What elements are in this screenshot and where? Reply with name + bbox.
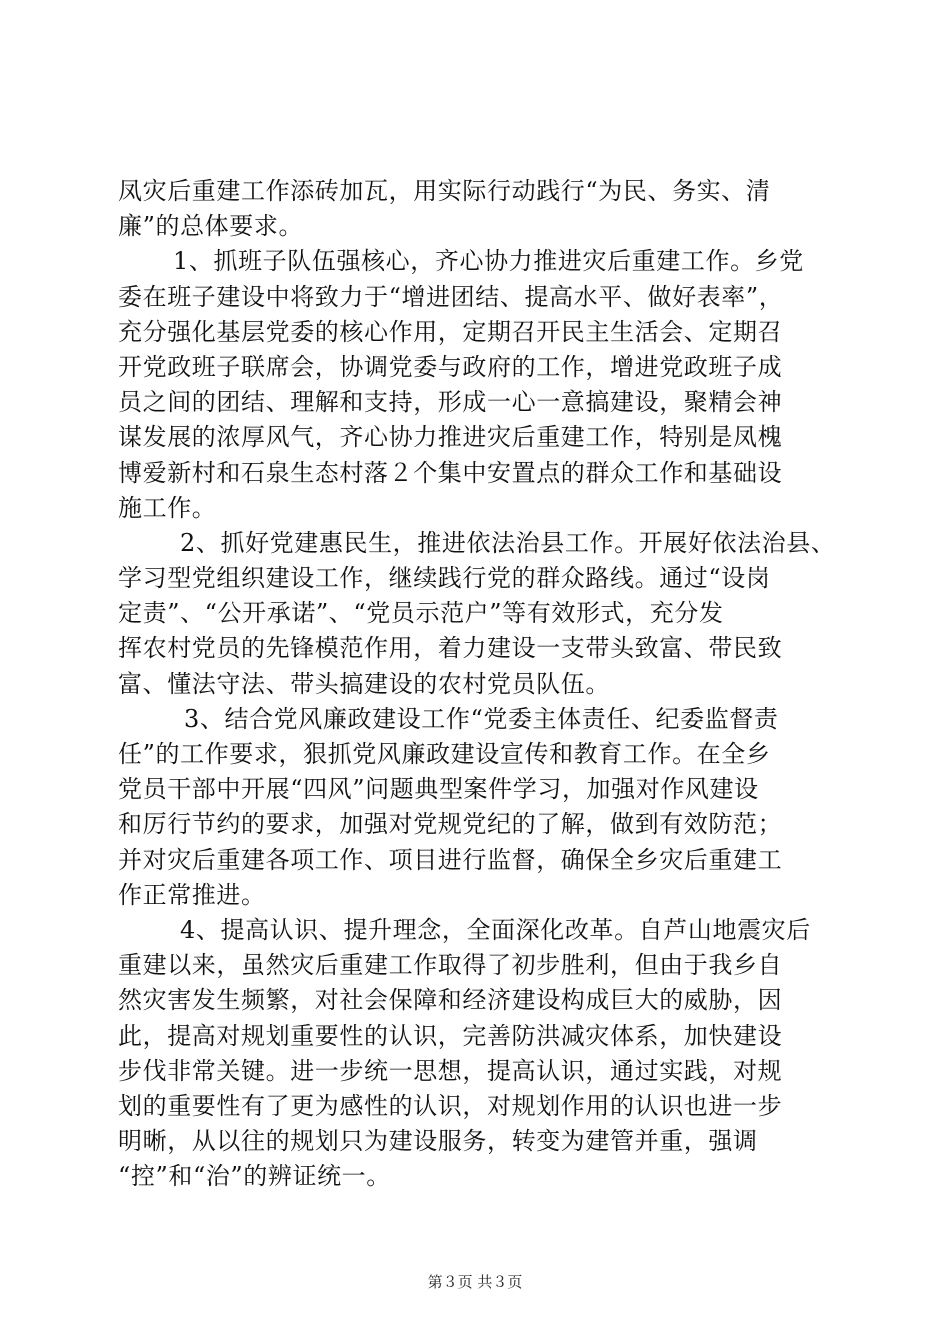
- paragraph-1-start: 1、抓班子队伍强核心，齐心协力推进灾后重建工作。乡党: [173, 247, 804, 276]
- text-line: 重建以来，虽然灾后重建工作取得了初步胜利，但由于我乡自: [118, 951, 783, 980]
- text-line: 定责”、“公开承诺”、“党员示范户”等有效形式，充分发: [118, 599, 724, 628]
- text-line: 步伐非常关键。进一步统一思想，提高认识，通过实践，对规: [118, 1056, 783, 1085]
- paragraph-2-start: 2、抓好党建惠民生，推进依法治县工作。开展好依法治县、: [180, 528, 836, 557]
- text-line: 挥农村党员的先锋模范作用，着力建设一支带头致富、带民致: [118, 634, 783, 663]
- text-line: 委在班子建设中将致力于“增进团结、提高水平、做好表率”，: [118, 282, 784, 311]
- text-line: 此，提高对规划重要性的认识，完善防洪减灾体系，加快建设: [118, 1021, 783, 1050]
- text-line: 学习型党组织建设工作，继续践行党的群众路线。通过“设岗: [118, 564, 771, 593]
- text-line: 划的重要性有了更为感性的认识，对规划作用的认识也进一步: [118, 1091, 783, 1120]
- paragraph-4-start: 4、提高认识、提升理念，全面深化改革。自芦山地震灾后: [180, 915, 811, 944]
- text-line: 谋发展的浓厚风气，齐心协力推进灾后重建工作，特别是凤槐: [118, 423, 783, 452]
- text-line: 作正常推进。: [118, 880, 266, 909]
- text-line: “控”和“治”的辨证统一。: [118, 1162, 391, 1191]
- text-line: 员之间的团结、理解和支持，形成一心一意搞建设，聚精会神: [118, 388, 783, 417]
- page-footer: 第３页 共３页: [427, 1273, 523, 1291]
- text-line: 开党政班子联席会，协调党委与政府的工作，增进党政班子成: [118, 352, 783, 381]
- text-line: 凤灾后重建工作添砖加瓦，用实际行动践行“为民、务实、清: [118, 177, 771, 205]
- text-line: 博爱新村和石泉生态村落２个集中安置点的群众工作和基础设: [118, 458, 783, 487]
- text-line: 充分强化基层党委的核心作用，定期召开民主生活会、定期召: [118, 317, 783, 346]
- text-line: 然灾害发生频繁，对社会保障和经济建设构成巨大的威胁，因: [118, 986, 783, 1015]
- text-line: 廉”的总体要求。: [118, 212, 304, 241]
- text-line: 并对灾后重建各项工作、项目进行监督，确保全乡灾后重建工: [118, 845, 783, 874]
- text-line: 党员干部中开展“四风”问题典型案件学习，加强对作风建设: [118, 775, 759, 804]
- text-line: 明晰，从以往的规划只为建设服务，转变为建管并重，强调: [118, 1127, 758, 1156]
- text-line: 富、懂法守法、带头搞建设的农村党员队伍。: [118, 669, 610, 698]
- text-line: 施工作。: [118, 493, 217, 522]
- text-line: 任”的工作要求，狠抓党风廉政建设宣传和教育工作。在全乡: [118, 740, 771, 768]
- document-body: [118, 174, 848, 1194]
- paragraph-3-start: 3、结合党风廉政建设工作“党委主体责任、纪委监督责: [184, 704, 779, 733]
- text-line: 和厉行节约的要求，加强对党规党纪的了解，做到有效防范；: [118, 810, 783, 839]
